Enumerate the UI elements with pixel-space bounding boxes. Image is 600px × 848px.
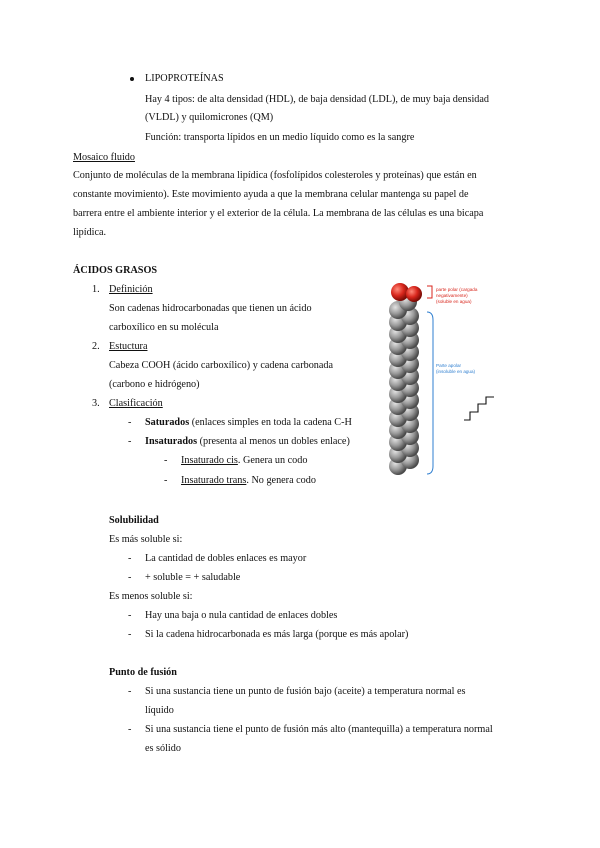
- dash-bullet: -: [128, 686, 132, 697]
- estructura-text: Cabeza COOH (ácido carboxílico) y cadena carbonada: [109, 360, 334, 371]
- solubilidad-item: Hay una baja o nula cantidad de enlaces dobles: [145, 610, 338, 621]
- fatty-acid-molecule-illustration: [378, 276, 528, 476]
- solubilidad-item: La cantidad de dobles enlaces es mayor: [145, 553, 307, 564]
- acidos-heading: ÁCIDOS GRASOS: [73, 265, 158, 276]
- saturados-desc: (enlaces simples en toda la cadena C-H: [189, 417, 352, 428]
- list-number: 1.: [92, 284, 100, 295]
- dash-bullet: -: [128, 417, 132, 428]
- dash-bullet: -: [128, 436, 132, 447]
- fusion-item-line: Si una sustancia tiene el punto de fusión más alto (mantequilla) a temperatura normal: [145, 724, 493, 735]
- solubilidad-mas: Es más soluble si:: [109, 534, 183, 545]
- fusion-item-line: Si una sustancia tiene un punto de fusión bajo (aceite) a temperatura normal es: [145, 686, 466, 697]
- polar-label-line: negativamente): [436, 293, 468, 298]
- trans-label: Insaturado trans: [181, 475, 247, 486]
- solubilidad-menos: Es menos soluble si:: [109, 591, 193, 602]
- dash-bullet: -: [128, 629, 132, 640]
- estructura-title: Estuctura: [109, 341, 148, 352]
- list-number: 3.: [92, 398, 100, 409]
- lipoproteinas-line: Función: transporta lípidos en un medio líquido como es la sangre: [145, 132, 415, 143]
- lipoproteinas-heading: LIPOPROTEÍNAS: [145, 73, 224, 84]
- lipoproteinas-line: Hay 4 tipos: de alta densidad (HDL), de baja densidad (LDL), de muy baja densidad: [145, 94, 490, 105]
- solubilidad-item: + soluble = + saludable: [145, 572, 241, 583]
- list-number: 2.: [92, 341, 100, 352]
- apolar-label-line: (insoluble en agua): [436, 369, 476, 374]
- lipoproteinas-line: (VLDL) y quilomicrones (QM): [145, 112, 274, 123]
- zigzag-chain-sketch: [462, 394, 502, 424]
- dash-bullet: -: [164, 455, 168, 466]
- fatty-acid-svg: [378, 276, 528, 476]
- polar-label-bracket: [427, 286, 432, 298]
- clasificacion-title: Clasificación: [109, 398, 163, 409]
- apolar-label-line: Parte apolar: [436, 363, 462, 368]
- carbon-chain: [389, 293, 419, 475]
- saturados-label: Saturados: [145, 417, 190, 428]
- mosaico-paragraph-line: barrera entre el ambiente interior y el exterior de la célula. La membrana de las células es una bicapa: [73, 208, 484, 219]
- solubilidad-item: Si la cadena hidrocarbonada es más larga (porque es más apolar): [145, 629, 409, 640]
- polar-label-line: parte polar (cargada: [436, 287, 478, 292]
- fusion-title: Punto de fusión: [109, 667, 177, 678]
- insaturado-cis-item: [181, 451, 307, 470]
- cis-desc: . Genera un codo: [237, 455, 308, 466]
- dash-bullet: -: [128, 553, 132, 564]
- fusion-item-line: líquido: [145, 705, 174, 716]
- definicion-text: Son cadenas hidrocarbonadas que tienen un ácido: [109, 303, 312, 314]
- dash-bullet: -: [128, 610, 132, 621]
- mosaico-paragraph-line: Conjunto de moléculas de la membrana lipídica (fosfolípidos colesteroles y proteínas) que están en: [73, 170, 477, 181]
- saturados-item: [145, 413, 352, 432]
- mosaico-paragraph-line: lipídica.: [73, 227, 107, 238]
- insaturados-label: Insaturados: [145, 436, 198, 447]
- apolar-label-bracket: [427, 312, 433, 474]
- dash-bullet: -: [128, 724, 132, 735]
- insaturados-item: [145, 432, 350, 451]
- dash-bullet: -: [164, 475, 168, 486]
- bullet-dot: [130, 77, 134, 81]
- trans-desc: . No genera codo: [246, 475, 316, 486]
- mosaico-paragraph-line: constante movimiento). Este movimiento ayuda a que la membrana celular mantenga su papel de: [73, 189, 469, 200]
- solubilidad-title: Solubilidad: [109, 515, 159, 526]
- cis-label: Insaturado cis: [181, 455, 238, 466]
- insaturado-trans-item: [181, 471, 316, 490]
- polar-label-line: (soluble en agua): [436, 299, 472, 304]
- insaturados-desc: (presenta al menos un dobles enlace): [197, 436, 350, 447]
- fusion-item-line: es sólido: [145, 743, 181, 754]
- definicion-text: carboxílico en su molécula: [109, 322, 219, 333]
- dash-bullet: -: [128, 572, 132, 583]
- estructura-text: (carbono e hidrógeno): [109, 379, 200, 390]
- definicion-title: Definición: [109, 284, 153, 295]
- mosaico-title: Mosaico fluido: [73, 152, 135, 163]
